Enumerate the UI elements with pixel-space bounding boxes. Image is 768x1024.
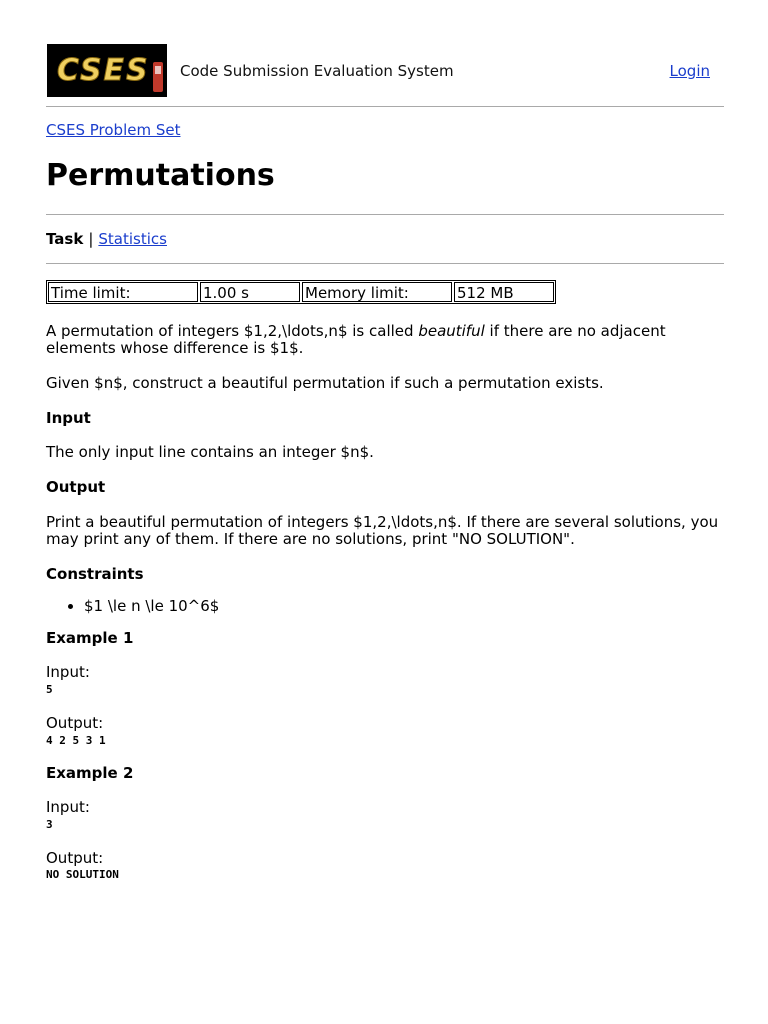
- logo-text: CSES: [57, 53, 150, 88]
- tab-statistics[interactable]: Statistics: [98, 230, 167, 248]
- example-2-output-label: Output:: [46, 849, 104, 867]
- breadcrumb-problem-set-link[interactable]: CSES Problem Set: [46, 121, 181, 139]
- problem-nav: [46, 230, 167, 248]
- time-limit-value: 1.00 s: [200, 282, 300, 302]
- nav-separator: |: [88, 230, 94, 248]
- input-paragraph: The only input line contains an integer $n$.: [46, 443, 374, 461]
- constraints-heading: Constraints: [46, 565, 144, 583]
- example-2-input: 3: [46, 818, 53, 831]
- example-1-output-label: Output:: [46, 714, 104, 732]
- example-2-output: NO SOLUTION: [46, 868, 119, 881]
- login-link[interactable]: Login: [669, 62, 710, 80]
- emphasis-beautiful: beautiful: [418, 322, 485, 340]
- page-title: Permutations: [46, 158, 275, 193]
- tab-task[interactable]: Task: [46, 230, 84, 248]
- example-2-input-label: Input:: [46, 798, 90, 816]
- memory-limit-label: Memory limit:: [302, 282, 452, 302]
- example-1-input: 5: [46, 683, 53, 696]
- output-paragraph: Print a beautiful permutation of integers $1,2,\ldots,n$. If there are several solutions, you may print any of them. If there are no solutions, print "NO SOLUTION".: [46, 513, 719, 548]
- output-heading: Output: [46, 478, 106, 496]
- title-divider: [46, 214, 724, 215]
- example-2-heading: Example 2: [46, 764, 134, 782]
- site-header: [46, 44, 724, 98]
- example-1-output: 4 2 5 3 1: [46, 734, 106, 747]
- time-limit-label: Time limit:: [48, 282, 198, 302]
- header-divider: [46, 106, 724, 107]
- task-paragraph: Given $n$, construct a beautiful permutation if such a permutation exists.: [46, 374, 604, 392]
- nav-divider: [46, 263, 724, 264]
- constraints-list: [46, 598, 219, 615]
- input-heading: Input: [46, 409, 91, 427]
- example-1-heading: Example 1: [46, 629, 134, 647]
- example-1-input-label: Input:: [46, 663, 90, 681]
- limits-table: [46, 280, 556, 304]
- site-title: Code Submission Evaluation System: [180, 62, 454, 80]
- memory-limit-value: 512 MB: [454, 282, 554, 302]
- cses-logo[interactable]: [47, 44, 167, 97]
- constraint-item: • $1 \le n \le 10^6$: [84, 598, 219, 615]
- intro-paragraph: A permutation of integers $1,2,\ldots,n$ is called beautiful if there are no adjacent elements whose difference is $1$.: [46, 322, 666, 357]
